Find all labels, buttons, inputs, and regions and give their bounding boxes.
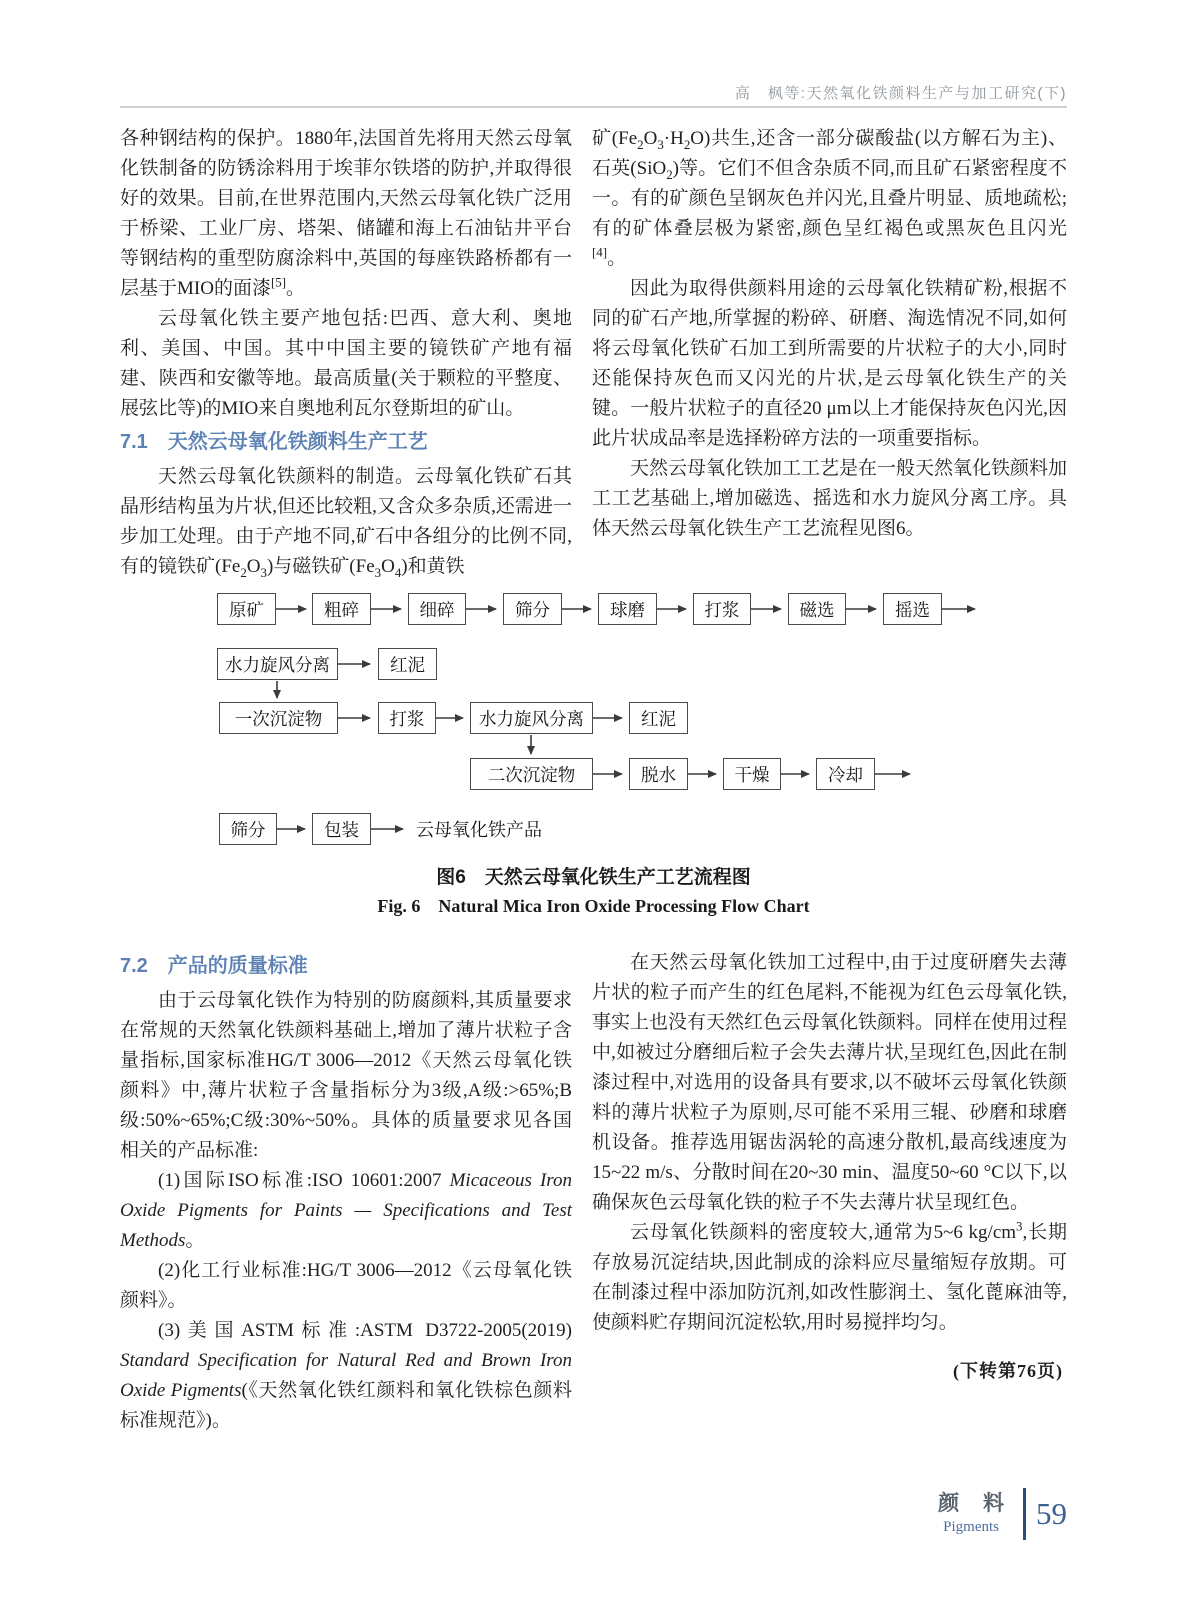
- flow-node-primary-sediment: 一次沉淀物: [219, 702, 338, 734]
- page-number: 59: [1036, 1496, 1067, 1531]
- figure-caption-cn: 图6 天然云母氧化铁生产工艺流程图: [436, 867, 751, 888]
- continued-on-page-note: (下转第76页): [953, 1361, 1063, 1381]
- flow-node-sieving: 筛分: [503, 593, 562, 625]
- flow-node-drying: 干燥: [723, 758, 781, 790]
- flow-node-fine-crushing: 细碎: [408, 593, 466, 625]
- flow-node-red-mud-2: 红泥: [629, 702, 688, 734]
- list-item-hg-standard: (2)化工行业标准:HG/T 3006—2012《云母氧化铁颜料》。: [120, 1260, 572, 1311]
- list-item-iso-standard: (1)国际ISO标准:ISO 10601:2007 Micaceous Iron Oxide Pigments for Paints — Specifications and Test Methods。: [120, 1170, 572, 1251]
- flow-node-red-mud-1: 红泥: [378, 648, 437, 680]
- paragraph-quality-requirements: 由于云母氧化铁作为特别的防腐颜料,其质量要求在常规的天然氧化铁颜料基础上,增加了薄片状粒子含量指标,国家标准HG/T 3006—2012《天然云母氧化铁颜料》中,薄片状粒子含量指标分为3级,A级:>65%;B级:50%~65%;C级:30%~50%。具体的质量要求见各国相关的产品标准:: [120, 990, 572, 1161]
- flow-node-magnetic-separation: 磁选: [788, 593, 846, 625]
- flow-node-packaging: 包装: [312, 813, 371, 845]
- lower-left-column: [120, 948, 572, 1448]
- upper-right-column: [592, 124, 1067, 586]
- journal-name-en: Pigments: [943, 1519, 999, 1535]
- paragraph-ore-composition: 矿$(Fe_2O_3\cdot H_2O)$共生,还含一部分碳酸盐(以方解石为主)、石英(SiO$_2$)等。它们不但含杂质不同,而且矿石紧密程度不一。有的矿颜色呈钢灰色并闪光,且叠片明显、质地疏松;有的矿体叠层极为紧密,颜色呈红褐色或黑灰色且闪光[4]。: [592, 128, 1067, 269]
- paragraph-processing-technology: 天然云母氧化铁加工工艺是在一般天然氧化铁颜料加工工艺基础上,增加磁选、摇选和水力旋风分离工序。具体天然云母氧化铁生产工艺流程见图6。: [592, 458, 1068, 539]
- footer-divider-bar: [1023, 1488, 1026, 1540]
- flow-output-mio-product-label: 云母氧化铁产品: [416, 820, 542, 840]
- lower-right-column: [592, 948, 1067, 1448]
- paragraph-producing-regions: 云母氧化铁主要产地包括:巴西、意大利、奥地利、美国、中国。其中中国主要的镜铁矿产地有福建、陕西和安徽等地。最高质量(关于颗粒的平整度、展弦比等)的MIO来自奥地利瓦尔登斯坦的矿山。: [120, 308, 572, 419]
- paragraph-red-tailings: 在天然云母氧化铁加工过程中,由于过度研磨失去薄片状的粒子而产生的红色尾料,不能视为红色云母氧化铁,事实上也没有天然红色云母氧化铁颜料。同样在使用过程中,如被过分磨细后粒子会失去薄片状,呈现红色,因此在制漆过程中,对选用的设备具有要求,以不破坏云母氧化铁颜料的薄片状粒子为原则,尽可能不采用三辊、砂磨和球磨机设备。推荐选用锯齿涡轮的高速分散机,最高线速度为15~22 m/s、分散时间在20~30 min、温度50~60 °C以下,以确保灰色云母氧化铁的粒子不失去薄片状呈现红色。: [592, 952, 1068, 1213]
- flow-node-ball-milling: 球磨: [598, 593, 657, 625]
- section-heading-7-1: 7.1 天然云母氧化铁颜料生产工艺: [120, 431, 428, 453]
- flow-node-coarse-crushing: 粗碎: [312, 593, 371, 625]
- figure-caption-en: Fig. 6 Natural Mica Iron Oxide Processing Flow Chart: [377, 896, 810, 916]
- flow-node-pulping: 打浆: [693, 593, 751, 625]
- flow-node-hydrocyclone-separation-2: 水力旋风分离: [470, 702, 593, 734]
- section-heading-7-2: 7.2 产品的质量标准: [120, 955, 308, 977]
- lower-columns: [120, 948, 1067, 1448]
- flow-node-secondary-sediment: 二次沉淀物: [470, 758, 593, 790]
- list-item-astm-standard: (3)美国ASTM标准:ASTM D3722-2005(2019) Standard Specification for Natural Red and Brown Iron Oxide Pigments(《天然氧化铁红颜料和氧化铁棕色颜料标准规范》)。: [120, 1320, 572, 1431]
- flow-node-cooling: 冷却: [816, 758, 875, 790]
- running-head: 高 枫等:天然氧化铁颜料生产与加工研究(下): [734, 85, 1067, 102]
- paragraph-steel-protection: 各种钢结构的保护。1880年,法国首先将用天然云母氧化铁制备的防锈涂料用于埃菲尔铁塔的防护,并取得很好的效果。目前,在世界范围内,天然云母氧化铁广泛用于桥梁、工业厂房、塔架、储罐和海上石油钻井平台等钢结构的重型防腐涂料中,英国的每座铁路桥都有一层基于MIO的面漆[5]。: [120, 128, 572, 299]
- flow-node-dewatering: 脱水: [629, 758, 688, 790]
- flow-node-shaking-separation: 摇选: [883, 593, 942, 625]
- journal-name-block: [929, 1492, 1013, 1536]
- journal-name-cn: 颜 料: [938, 1492, 1013, 1515]
- header-rule: [120, 106, 1067, 108]
- flowchart-figure: [120, 588, 1067, 858]
- paragraph-mio-manufacture: 天然云母氧化铁颜料的制造。云母氧化铁矿石其晶形结构虽为片状,但还比较粗,又含众多杂质,还需进一步加工处理。由于产地不同,矿石中各组分的比例不同,有的镜铁矿$(Fe_2O_3)$与磁铁矿$(Fe_3O_4)$和黄铁: [120, 466, 572, 580]
- flow-node-pulping-2: 打浆: [378, 702, 436, 734]
- flow-node-raw-ore: 原矿: [217, 593, 276, 625]
- upper-columns: [120, 124, 1067, 586]
- paragraph-density-storage: 云母氧化铁颜料的密度较大,通常为5~6 $kg/cm^3$,长期存放易沉淀结块,因此制成的涂料应尽量缩短存放期。可在制漆过程中添加防沉剂,如改性膨润土、氢化蓖麻油等,使颜料贮存期间沉淀松软,用时易搅拌均匀。: [592, 1218, 1067, 1333]
- flow-node-hydrocyclone-separation-1: 水力旋风分离: [217, 648, 338, 680]
- page-footer: [929, 1488, 1067, 1540]
- paragraph-concentrate-powder: 因此为取得供颜料用途的云母氧化铁精矿粉,根据不同的矿石产地,所掌握的粉碎、研磨、淘选情况不同,如何将云母氧化铁矿石加工到所需要的片状粒子的大小,同时还能保持灰色而又闪光的片状,是云母氧化铁生产的关键。一般片状粒子的直径20 μm以上才能保持灰色闪光,因此片状成品率是选择粉碎方法的一项重要指标。: [592, 278, 1067, 449]
- flow-node-sieving-2: 筛分: [219, 813, 277, 845]
- upper-left-column: [120, 124, 572, 586]
